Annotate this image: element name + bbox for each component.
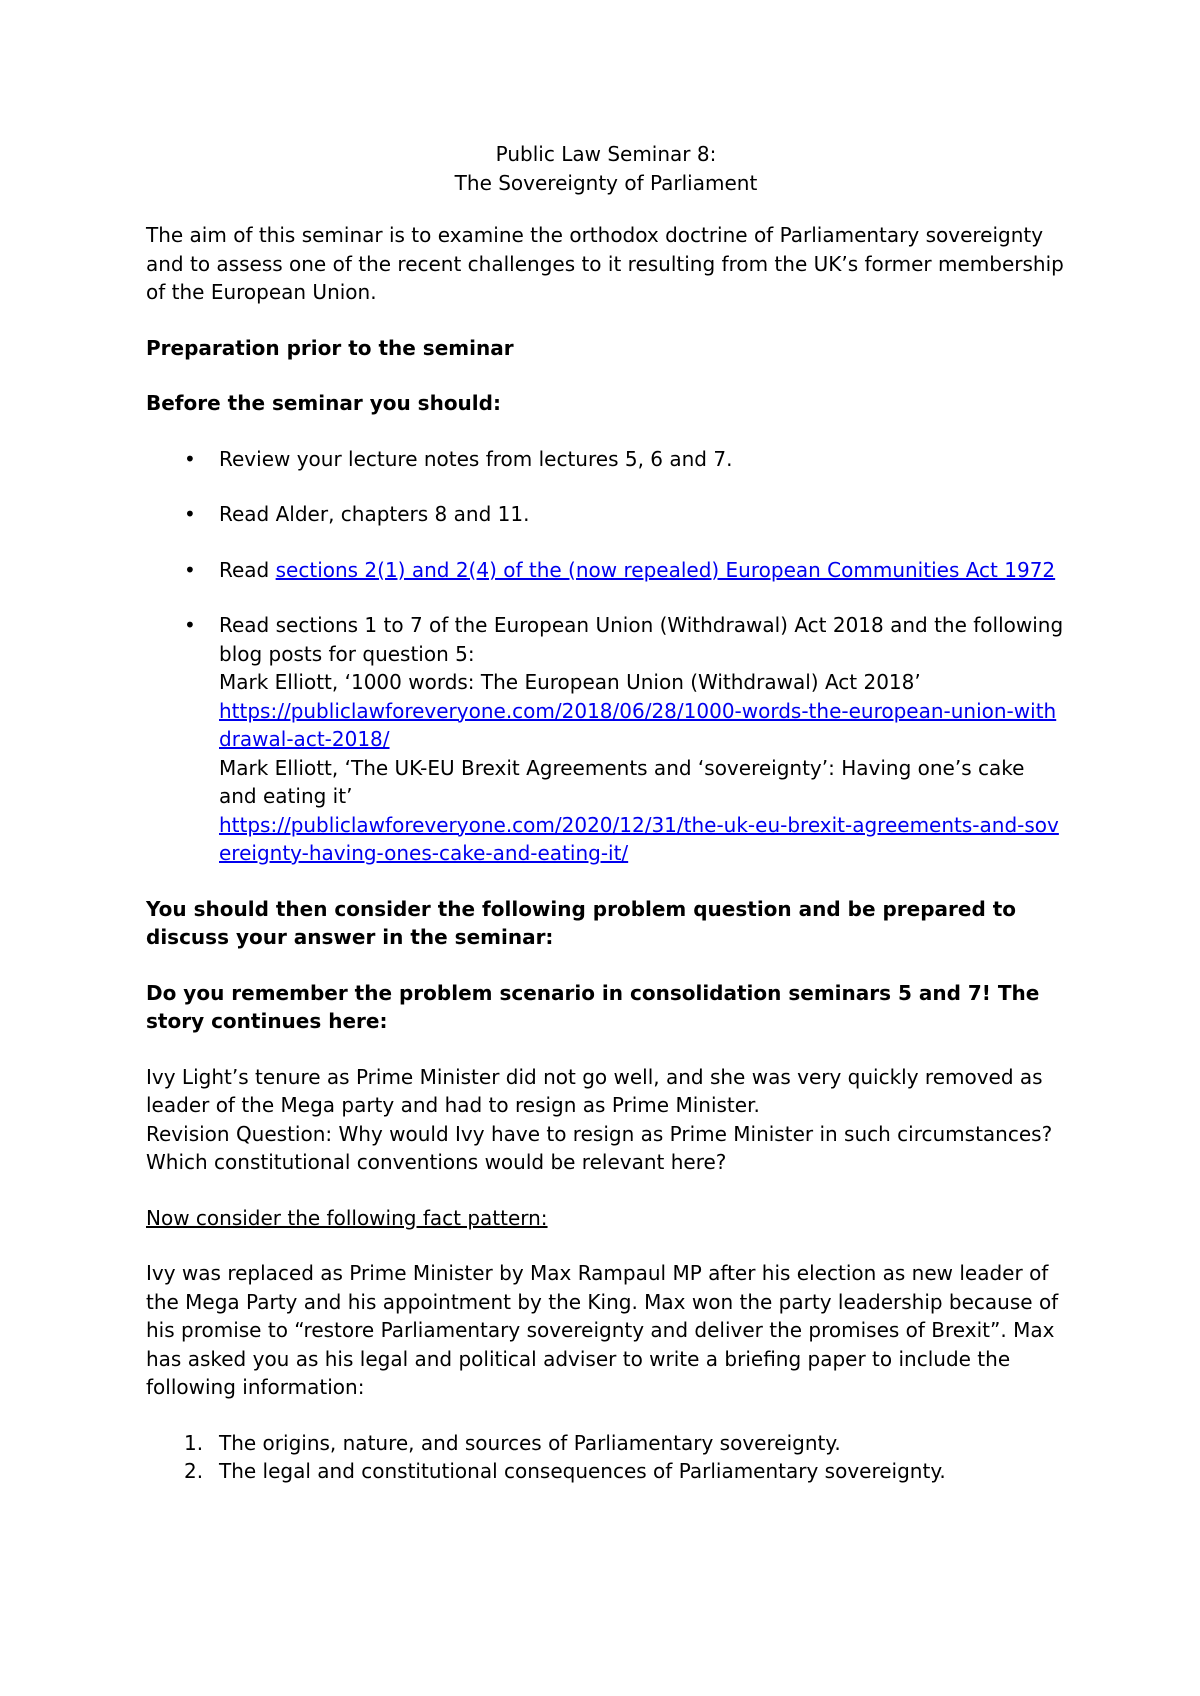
ec-act-link[interactable]: sections 2(1) and 2(4) of the (now repealed) European Communities Act 1972	[275, 557, 1056, 582]
list-item-text: The legal and constitutional consequences of Parliamentary sovereignty.	[219, 1459, 946, 1483]
document-page	[146, 140, 1066, 1486]
before-heading: Before the seminar you should:	[146, 391, 501, 415]
blog1-link[interactable]: https://publiclawforeveryone.com/2018/06/28/1000-words-the-european-union-withdrawal-act-2018/	[219, 698, 1057, 751]
revision-question: Revision Question: Why would Ivy have to resign as Prime Minister in such circumstances? Which constitutional conventions would be relevant here?	[146, 1121, 1053, 1174]
preparation-list	[146, 445, 1066, 868]
blog2-title: Mark Elliott, ‘The UK-EU Brexit Agreements and ‘sovereignty’: Having one’s cake and eating it’	[219, 755, 1025, 808]
briefing-list	[146, 1429, 1066, 1486]
list-item-text: Read sections 1 to 7 of the European Union (Withdrawal) Act 2018 and the following blog posts for question 5:	[219, 613, 1064, 666]
fact-pattern-heading: Now consider the following fact pattern:	[146, 1205, 548, 1230]
bullet-icon: •	[184, 446, 196, 471]
bullet-icon: •	[184, 613, 196, 637]
list-item	[146, 1429, 1066, 1458]
list-item	[146, 500, 1066, 529]
remember-heading: Do you remember the problem scenario in consolidation seminars 5 and 7! The story continues here:	[146, 980, 1040, 1033]
document-title	[146, 140, 1066, 197]
list-number: 1.	[184, 1430, 204, 1455]
blog2-link[interactable]: https://publiclawforeveryone.com/2020/12/31/the-uk-eu-brexit-agreements-and-sovereignty-having-ones-cake-and-eating-it/	[219, 812, 1059, 865]
title-line-1: Public Law Seminar 8:	[495, 142, 717, 166]
blog1-title: Mark Elliott, ‘1000 words: The European Union (Withdrawal) Act 2018’	[219, 670, 921, 694]
list-item-text: Review your lecture notes from lectures 5, 6 and 7.	[219, 446, 733, 471]
prep-heading: Preparation prior to the seminar	[146, 335, 514, 360]
list-item	[146, 556, 1066, 585]
list-item	[146, 1457, 1066, 1486]
list-item-prefix: Read	[219, 557, 276, 582]
bullet-icon: •	[184, 557, 196, 582]
intro-paragraph: The aim of this seminar is to examine the orthodox doctrine of Parliamentary sovereignty and to assess one of the recent challenges to it resulting from the UK’s former membership of the European Union.	[146, 223, 1064, 304]
ivy-block	[146, 1063, 1066, 1177]
list-number: 2.	[184, 1459, 204, 1483]
list-item-text: The origins, nature, and sources of Parliamentary sovereignty.	[219, 1430, 841, 1455]
consider-heading: You should then consider the following problem question and be prepared to discuss your answer in the seminar:	[146, 896, 1017, 949]
list-item	[146, 445, 1066, 474]
list-item-text: Read Alder, chapters 8 and 11.	[219, 502, 530, 526]
list-item	[146, 611, 1066, 868]
ivy-paragraph: Ivy Light’s tenure as Prime Minister did not go well, and she was very quickly removed as leader of the Mega party and had to resign as Prime Minister.	[146, 1064, 1043, 1117]
bullet-icon: •	[184, 502, 196, 526]
max-paragraph: Ivy was replaced as Prime Minister by Max Rampaul MP after his election as new leader of the Mega Party and his appointment by the King. Max won the party leadership because of his promise to “restore Parliamentary sovereignty and deliver the promises of Brexit”. Max has asked you as his legal and political adviser to write a briefing paper to include the following information:	[146, 1261, 1059, 1399]
title-line-2: The Sovereignty of Parliament	[454, 170, 758, 195]
